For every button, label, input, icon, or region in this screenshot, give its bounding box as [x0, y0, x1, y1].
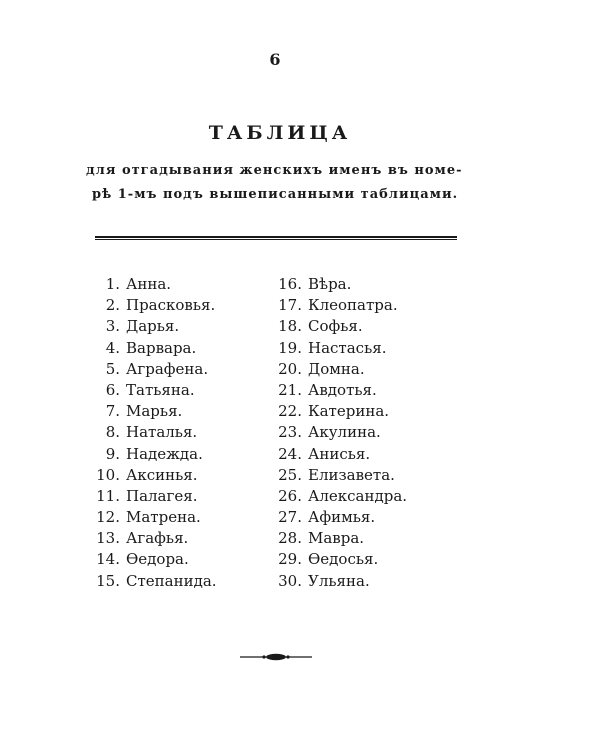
entry-number: 25.: [278, 465, 302, 484]
entry-number: 15.: [96, 571, 120, 590]
entry-number: 4.: [105, 338, 120, 357]
entry-name: Александра.: [308, 486, 408, 505]
entry-name: Настасья.: [308, 338, 387, 357]
name-entry: [268, 486, 407, 507]
entry-name: Палагея.: [126, 486, 198, 505]
entry-number: 1.: [105, 275, 120, 293]
page-title: ТАБЛИЦА: [208, 122, 352, 144]
entry-number: 26.: [278, 486, 302, 505]
entry-name: Авдотья.: [308, 380, 377, 399]
entry-name: Варвара.: [126, 338, 197, 357]
entry-number: 9.: [105, 444, 120, 463]
entry-number: 22.: [278, 402, 302, 421]
entry-name: Афимья.: [308, 508, 376, 527]
entry-number: 20.: [278, 359, 302, 378]
name-entry: [86, 380, 217, 401]
entry-name: Аксинья.: [126, 465, 198, 484]
subtitle-line-2: рѣ 1-мъ подъ вышеписанными таблицами.: [92, 187, 459, 202]
entry-number: 19.: [278, 338, 302, 357]
name-entry: [268, 380, 407, 401]
entry-number: 29.: [278, 550, 302, 569]
entry-name: Анна.: [126, 275, 172, 293]
name-entry: [268, 571, 407, 592]
entry-name: Ѳедосья.: [308, 550, 379, 569]
entry-number: 8.: [105, 423, 120, 442]
entry-name: Вѣра.: [308, 275, 352, 293]
entry-number: 27.: [278, 508, 302, 527]
name-entry: [86, 316, 217, 337]
name-entry: [268, 274, 407, 295]
name-entry: [268, 422, 407, 443]
name-entry: [86, 528, 217, 549]
names-column-left: [86, 274, 217, 592]
name-entry: [268, 316, 407, 337]
entry-name: Домна.: [308, 359, 365, 378]
name-entry: [86, 338, 217, 359]
entry-name: Акулина.: [308, 423, 381, 442]
entry-number: 13.: [96, 529, 120, 548]
entry-name: Агафья.: [126, 529, 189, 548]
name-entry: [268, 507, 407, 528]
entry-name: Степанида.: [126, 571, 217, 590]
entry-name: Наталья.: [126, 423, 198, 442]
name-entry: [86, 422, 217, 443]
entry-number: 18.: [278, 317, 302, 336]
name-entry: [86, 465, 217, 486]
name-entry: [86, 507, 217, 528]
name-entry: [86, 571, 217, 592]
name-entry: [86, 359, 217, 380]
entry-number: 28.: [278, 529, 302, 548]
name-entry: [268, 465, 407, 486]
entry-name: Матрена.: [126, 508, 201, 527]
name-entry: [268, 401, 407, 422]
name-entry: [86, 444, 217, 465]
entry-number: 12.: [96, 508, 120, 527]
entry-name: Аграфена.: [126, 359, 209, 378]
entry-number: 14.: [96, 550, 120, 569]
entry-name: Софья.: [308, 317, 363, 336]
entry-number: 11.: [96, 486, 120, 505]
names-column-right: [268, 274, 407, 592]
ornament-divider: [240, 651, 312, 663]
name-entry: [86, 486, 217, 507]
entry-name: Дарья.: [126, 317, 180, 336]
entry-name: Елизавета.: [308, 465, 395, 484]
name-entry: [268, 528, 407, 549]
entry-number: 7.: [105, 402, 120, 421]
entry-name: Марья.: [126, 402, 183, 421]
entry-number: 3.: [105, 317, 120, 336]
entry-name: Мавра.: [308, 529, 365, 548]
entry-name: Анисья.: [308, 444, 371, 463]
entry-number: 23.: [278, 423, 302, 442]
entry-name: Надежда.: [126, 444, 203, 463]
entry-name: Татьяна.: [126, 380, 195, 399]
name-entry: [268, 338, 407, 359]
name-entry: [86, 549, 217, 570]
entry-name: Клеопатра.: [308, 296, 398, 315]
subtitle-line-1: для отгадывания женскихъ именъ въ номе-: [86, 163, 463, 178]
page-number: 6: [269, 50, 281, 69]
entry-number: 30.: [278, 571, 302, 590]
entry-name: Катерина.: [308, 402, 390, 421]
name-entry: [268, 359, 407, 380]
name-entry: [268, 295, 407, 316]
name-entry: [86, 295, 217, 316]
entry-number: 6.: [105, 380, 120, 399]
entry-number: 16.: [278, 275, 302, 293]
entry-number: 10.: [96, 465, 120, 484]
entry-name: Прасковья.: [126, 296, 216, 315]
name-entry: [268, 444, 407, 465]
entry-number: 17.: [278, 296, 302, 315]
entry-name: Ѳедора.: [126, 550, 189, 569]
entry-number: 24.: [278, 444, 302, 463]
name-entry: [86, 401, 217, 422]
entry-number: 2.: [105, 296, 120, 315]
name-entry: [86, 274, 217, 295]
entry-name: Ульяна.: [308, 571, 370, 590]
name-entry: [268, 549, 407, 570]
entry-number: 5.: [105, 359, 120, 378]
double-rule-divider: [95, 236, 457, 238]
entry-number: 21.: [278, 380, 302, 399]
